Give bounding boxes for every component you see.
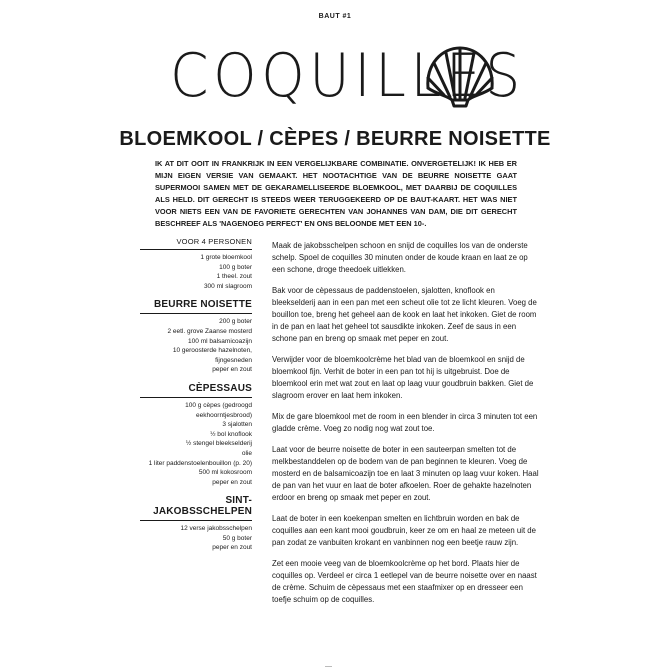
ingredient-line: eekhoorntjesbrood) bbox=[195, 411, 252, 419]
ingredients-column bbox=[140, 237, 252, 553]
ingredient-line: olie bbox=[241, 449, 252, 457]
ingredient-line: 1 grote bloemkool bbox=[200, 254, 252, 261]
intro-paragraph: IK AT DIT OOIT IN FRANKRIJK IN EEN VERGELIJKBARE COMBINATIE. ONVERGETELIJK! IK HEB ER MIJN EIGEN VERSIE VAN GEMAAKT. HET NOOTACHTIGE VAN DE BEURRE NOISETTE GAAT SUPERMOOI SAMEN MET DE GEKARAMELLISEERDE BLOEMKOOL, MET DAARBIJ DE COQUILLES ALS HELD. DIT GERECHT IS STEEDS WEER TERUGGEKEERD OP DE BAUT-KAART. HET WAS NIET VOOR NIETS EEN VAN DE FAVORIETE GERECHTEN VAN JOHANNES VAN DAM, DIE DIT GERECHT BESCHREEF ALS 'NAGENOEG PERFECT' EN ONS BELOONDE MET EEN 10-. bbox=[155, 159, 517, 228]
ingredient-line: 3 sjalotten bbox=[222, 421, 252, 429]
method-paragraph: Mix de gare bloemkool met de room in een blender in circa 3 minuten tot een gladde crème. Voeg zo nodig nog wat zout toe. bbox=[272, 412, 538, 433]
ingredient-line: peper en zout bbox=[212, 366, 252, 374]
ingredient-line: fijngesneden bbox=[215, 356, 252, 364]
ingredient-heading: SINT-JAKOBSSCHELPEN bbox=[153, 495, 252, 518]
ingredient-group bbox=[140, 237, 252, 291]
ingredient-line: 50 g boter bbox=[222, 534, 252, 542]
ingredient-line: ½ bol knoflook bbox=[210, 430, 252, 438]
divider bbox=[140, 520, 252, 521]
ingredient-line: 12 verse jakobsschelpen bbox=[180, 525, 252, 533]
ingredient-line: 100 ml balsamicoazijn bbox=[188, 337, 252, 345]
ingredient-line: 100 g boter bbox=[219, 263, 252, 271]
title-block bbox=[0, 36, 670, 116]
ingredient-line: 200 g boter bbox=[219, 318, 252, 326]
ingredient-heading: CÈPESSAUS bbox=[188, 382, 252, 394]
ingredient-line: 300 ml slagroom bbox=[203, 282, 252, 290]
recipe-subtitle: BLOEMKOOL / CÈPES / BEURRE NOISETTE bbox=[119, 128, 551, 150]
ingredient-group bbox=[140, 383, 252, 487]
method-paragraph: Laat voor de beurre noisette de boter in een sauteerpan smelten tot de melkbestanddelen op de bodem van de pan beginnen te kleuren. Voeg de mosterd en de balsamicoazijn toe en laat 3 minuten op laag vuur koken. Haal de pan van het vuur en laat de boter afkoelen. Roer de gehakte hazelnoten erdoor en breng op smaak met peper en zout. bbox=[272, 445, 539, 502]
method-paragraph: Laat de boter in een koekenpan smelten en lichtbruin worden en bak de coquilles aan een kant mooi goudbruin, keer ze om en haal ze meteen uit de pan zodat ze vanbuiten krokant en vanbinnen nog een beetje rauw zijn. bbox=[272, 514, 536, 547]
ingredient-line: ½ stengel bleekselderij bbox=[185, 440, 252, 448]
ingredient-line: 500 ml kokosroom bbox=[198, 469, 252, 477]
divider bbox=[140, 249, 252, 250]
divider bbox=[140, 397, 252, 398]
ingredient-group bbox=[140, 495, 252, 553]
ingredient-line: peper en zout bbox=[212, 544, 252, 552]
ingredient-line: 1 theel. zout bbox=[216, 273, 252, 281]
ingredient-heading: VOOR 4 PERSONEN bbox=[176, 237, 252, 246]
divider bbox=[140, 313, 252, 314]
ingredient-line: 1 liter paddenstoelenbouillon (p. 20) bbox=[148, 459, 252, 467]
page-number: — bbox=[325, 663, 332, 670]
recipe-title: COQUILLES bbox=[170, 41, 525, 111]
ingredient-line: 10 geroosterde hazelnoten, bbox=[172, 347, 252, 355]
method-paragraph: Zet een mooie veeg van de bloemkoolcrème op het bord. Plaats hier de coquilles op. Verdeel er circa 1 eetlepel van de beurre noisette over en naast de crème. Schuim de cèpessaus met een staafmixer op en dresseer een toefje schuim op de coquilles. bbox=[272, 559, 537, 604]
ingredient-heading: BEURRE NOISETTE bbox=[153, 299, 252, 311]
scallop-shell-icon bbox=[422, 44, 498, 108]
method-paragraph: Verwijder voor de bloemkoolcrème het blad van de bloemkool en snijd de bloemkool fijn. Verhit de boter in een pan tot hij is uitgebruist. Doe de bloemkool erin met wat zout en laat op laag vuur goudbruin bakken. Giet de slagroom erover en laat hem inkoken. bbox=[272, 355, 534, 400]
ingredient-group bbox=[140, 299, 252, 375]
ingredient-line: peper en zout bbox=[212, 478, 252, 486]
ingredient-line: 100 g cèpes (gedroogd bbox=[185, 401, 252, 409]
method-paragraph: Maak de jakobsschelpen schoon en snijd de coquilles los van de onderste schelp. Spoel de coquilles 30 minuten onder de koude kraan en laat ze op een schone, droge theedoek uitlekken. bbox=[272, 241, 528, 274]
method-column bbox=[272, 240, 539, 615]
ingredient-line: 2 eetl. grove Zaanse mosterd bbox=[167, 327, 252, 335]
method-paragraph: Bak voor de cèpessaus de paddenstoelen, sjalotten, knoflook en bleekselderij aan in een pan met een scheut olie tot ze licht kleuren. Voeg de bouillon toe, breng het geheel aan de kook en laat het inkoken. Giet de room in de pan en laat het geheel tot sausdikte inkoken. Zeef de saus in een schone pan en breng op smaak met peper en zout. bbox=[272, 286, 537, 343]
page-label: BAUT #1 bbox=[318, 13, 352, 20]
